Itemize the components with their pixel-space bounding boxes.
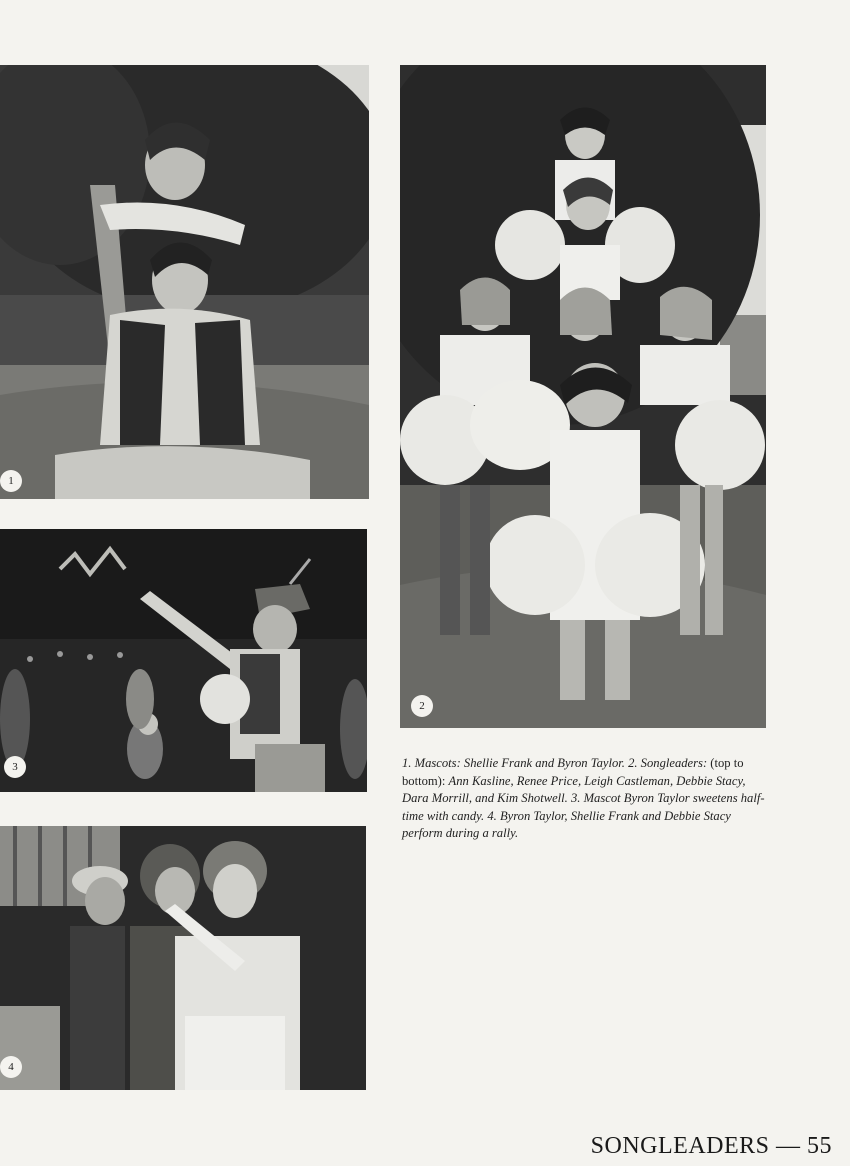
caption-part-3: Ann Kasline, Renee Price, Leigh Castleman, Debbie Stacy, Dara Morrill, and Kim Shotwell. 3. Mascot Byron Taylor sweetens half-time with candy. 4. Byron Taylor, Shellie Frank and Debbie Stacy perform during a rally. — [402, 773, 765, 841]
photo-number-badge: 3 — [4, 756, 26, 778]
photo-number-badge: 4 — [0, 1056, 22, 1078]
photo-halftime-candy — [0, 529, 367, 792]
photo-number-badge: 1 — [0, 470, 22, 492]
photo-rally-image — [0, 826, 366, 1090]
photo-number-badge: 2 — [411, 695, 433, 717]
photo-rally — [0, 826, 366, 1090]
photo-mascots-image — [0, 65, 369, 499]
caption-part-2: (top to bottom): — [402, 756, 744, 788]
caption-part-1: 1. Mascots: Shellie Frank and Byron Taylor. 2. Songleaders: — [402, 756, 708, 770]
photo-caption — [402, 755, 774, 843]
photo-songleaders-image — [400, 65, 766, 728]
photo-songleaders — [400, 65, 766, 728]
photo-mascots — [0, 65, 369, 499]
photo-halftime-candy-image — [0, 529, 367, 792]
page-footer-title: SONGLEADERS — 55 — [590, 1133, 832, 1159]
